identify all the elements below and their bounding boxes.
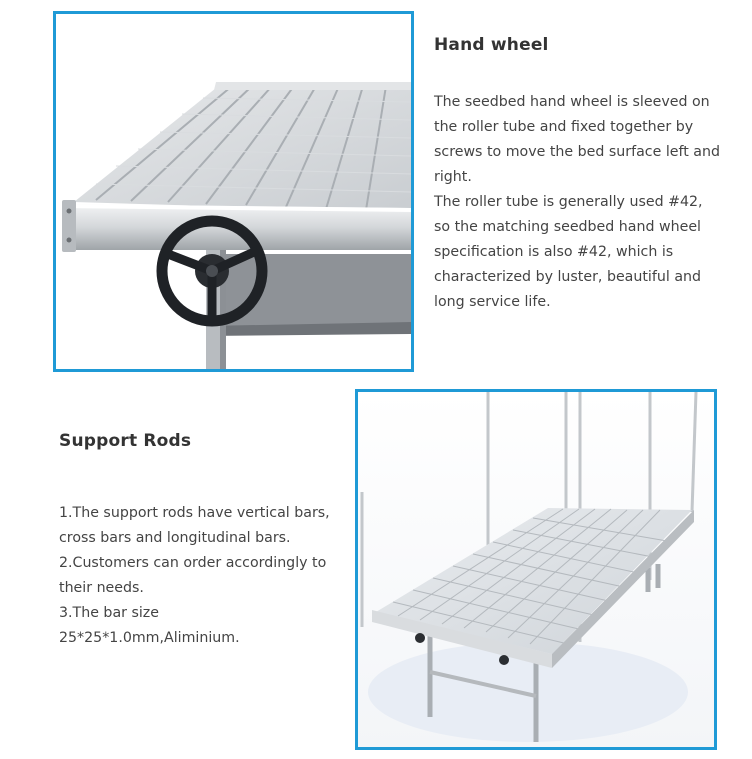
hand-wheel-heading: Hand wheel bbox=[434, 35, 549, 55]
hand-wheel-photo bbox=[56, 14, 411, 369]
support-rods-line: cross bars and longitudinal bars. bbox=[59, 530, 291, 546]
hand-wheel-line: The roller tube is generally used #42, bbox=[434, 194, 703, 210]
support-rods-line: their needs. bbox=[59, 580, 144, 596]
support-rods-line: 25*25*1.0mm,Aliminium. bbox=[59, 630, 240, 646]
hand-wheel-line: specification is also #42, which is bbox=[434, 244, 674, 260]
support-rods-line: 1.The support rods have vertical bars, bbox=[59, 505, 330, 521]
hand-wheel-line: so the matching seedbed hand wheel bbox=[434, 219, 701, 235]
support-rods-heading: Support Rods bbox=[59, 431, 192, 451]
hand-wheel-line: right. bbox=[434, 169, 472, 185]
support-rods-line: 2.Customers can order accordingly to bbox=[59, 555, 327, 571]
hand-wheel-line: long service life. bbox=[434, 294, 551, 310]
hand-wheel-line: screws to move the bed surface left and bbox=[434, 144, 721, 160]
hand-wheel-photo-frame bbox=[53, 11, 414, 372]
support-rods-photo-frame bbox=[355, 389, 717, 750]
support-rods-photo bbox=[358, 392, 714, 747]
hand-wheel-description bbox=[434, 90, 720, 315]
hand-wheel-line: The seedbed hand wheel is sleeved on bbox=[434, 94, 710, 110]
support-rods-line: 3.The bar size bbox=[59, 605, 159, 621]
hand-wheel-line: the roller tube and fixed together by bbox=[434, 119, 694, 135]
support-rods-description bbox=[59, 501, 330, 651]
hand-wheel-line: characterized by luster, beautiful and bbox=[434, 269, 702, 285]
